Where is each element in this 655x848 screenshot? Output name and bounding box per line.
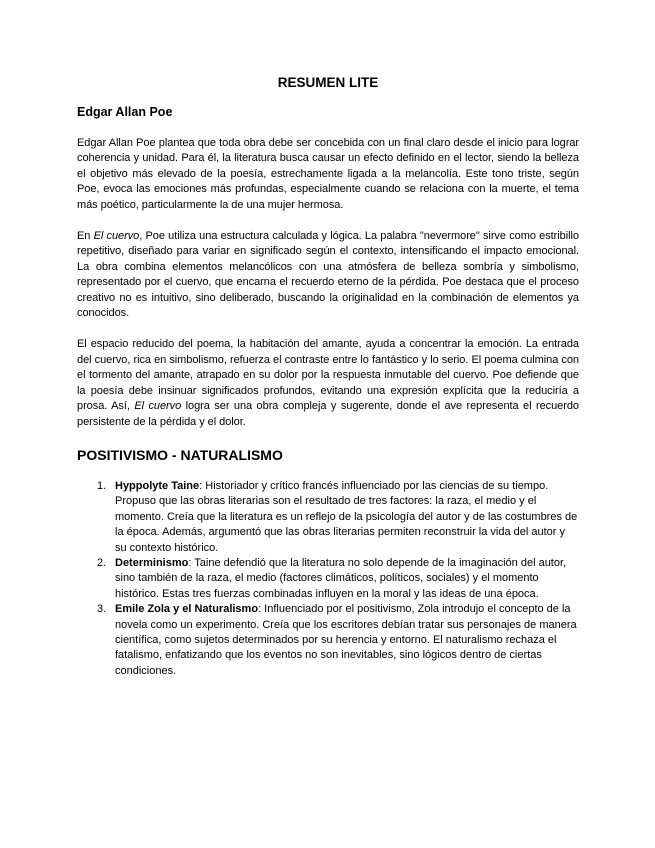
section-heading-poe: Edgar Allan Poe xyxy=(77,105,173,119)
paragraph-poe-intro: Edgar Allan Poe plantea que toda obra debe ser concebida con un final claro desde el inicio para lograr coherencia y unidad. Para él, la literatura busca causar un efecto definido en el lector, siendo la belleza el objetivo más elevado de la poesía, estrechamente ligada a la melancolía. Este tono triste, según Poe, evoca las emociones más profundas, especialmente cuando se relaciona con la muerte, el tema más poético, particularmente la de una mujer hermosa. xyxy=(77,137,579,211)
paragraph-poem-space xyxy=(77,337,579,429)
text-run: logra ser una obra compleja y sugerente, donde el ave representa el recuerdo persistente de la pérdida y el dolor. xyxy=(77,400,579,428)
numbered-list xyxy=(77,479,579,679)
list-item xyxy=(77,479,579,556)
list-text: : Influenciado por el positivismo, Zola introdujo el concepto de la novela como un experimento. Creía que los escritores debían tratar sus personajes de manera científica, como sujetos determinados por su herencia y entorno. El naturalismo rechaza el fatalismo, enfatizando que los eventos no son inevitables, sino lógicos dentro de ciertas condiciones. xyxy=(115,603,577,677)
document-title: RESUMEN LITE xyxy=(277,75,379,90)
title-el-cuervo: El cuervo xyxy=(134,400,182,413)
list-term: Determinismo xyxy=(115,556,189,569)
text-run: El espacio reducido del poema, la habitación del amante, ayuda a concentrar la emoción. La entrada del cuervo, rica en simbolismo, refuerza el contraste entre lo fantástico y lo serio. El poema culmina con el tormento del amante, atrapado en su dolor por la respuesta inmutable del cuervo. Poe defiende que la poesía debe insinuar significados profundos, evitando una expresión explícita que la reduciría a prosa. Así, xyxy=(77,338,579,413)
title-el-cuervo: El cuervo xyxy=(93,230,140,243)
text-run: En xyxy=(77,230,94,243)
paragraph-el-cuervo-structure xyxy=(77,229,579,321)
text-run: , Poe utiliza una estructura calculada y lógica. La palabra "nevermore" sirve como estribillo repetitivo, diseñado para variar en significado según el contexto, intensificando el impacto emocional. La obra combina elementos melancólicos con una atmósfera de belleza sombría y simbolismo, representado por el cuervo, que encarna el recuerdo eterno de la pérdida. Poe destaca que el proceso creativo no es intuitivo, sino deliberado, buscando la originalidad en la combinación de elementos ya conocidos. xyxy=(77,230,579,320)
list-text: : Taine defendió que la literatura no solo depende de la imaginación del autor, sino también de la raza, el medio (factores climáticos, políticos, sociales) y el momento histórico. Estas tres fuerzas combinadas influyen en la moral y las ideas de una época. xyxy=(115,556,567,600)
list-term: Emile Zola y el Naturalismo xyxy=(115,603,259,616)
document-page xyxy=(77,74,579,679)
list-number: 2. xyxy=(97,556,107,569)
list-number: 3. xyxy=(97,603,107,616)
list-number: 1. xyxy=(97,479,107,492)
list-term: Hyppolyte Taine xyxy=(115,479,200,492)
list-text: : Historiador y crítico francés influenciado por las ciencias de su tiempo. Propuso que las obras literarias son el resultado de tres factores: la raza, el medio y el momento. Creía que la literatura es un reflejo de la psicología del autor y de las costumbres de la época. Además, argumentó que las obras literarias permiten reconstruir la vida del autor y su contexto histórico. xyxy=(115,479,578,554)
section-heading-positivismo: POSITIVISMO - NATURALISMO xyxy=(77,446,283,463)
list-item xyxy=(77,556,579,602)
list-item xyxy=(77,602,579,679)
